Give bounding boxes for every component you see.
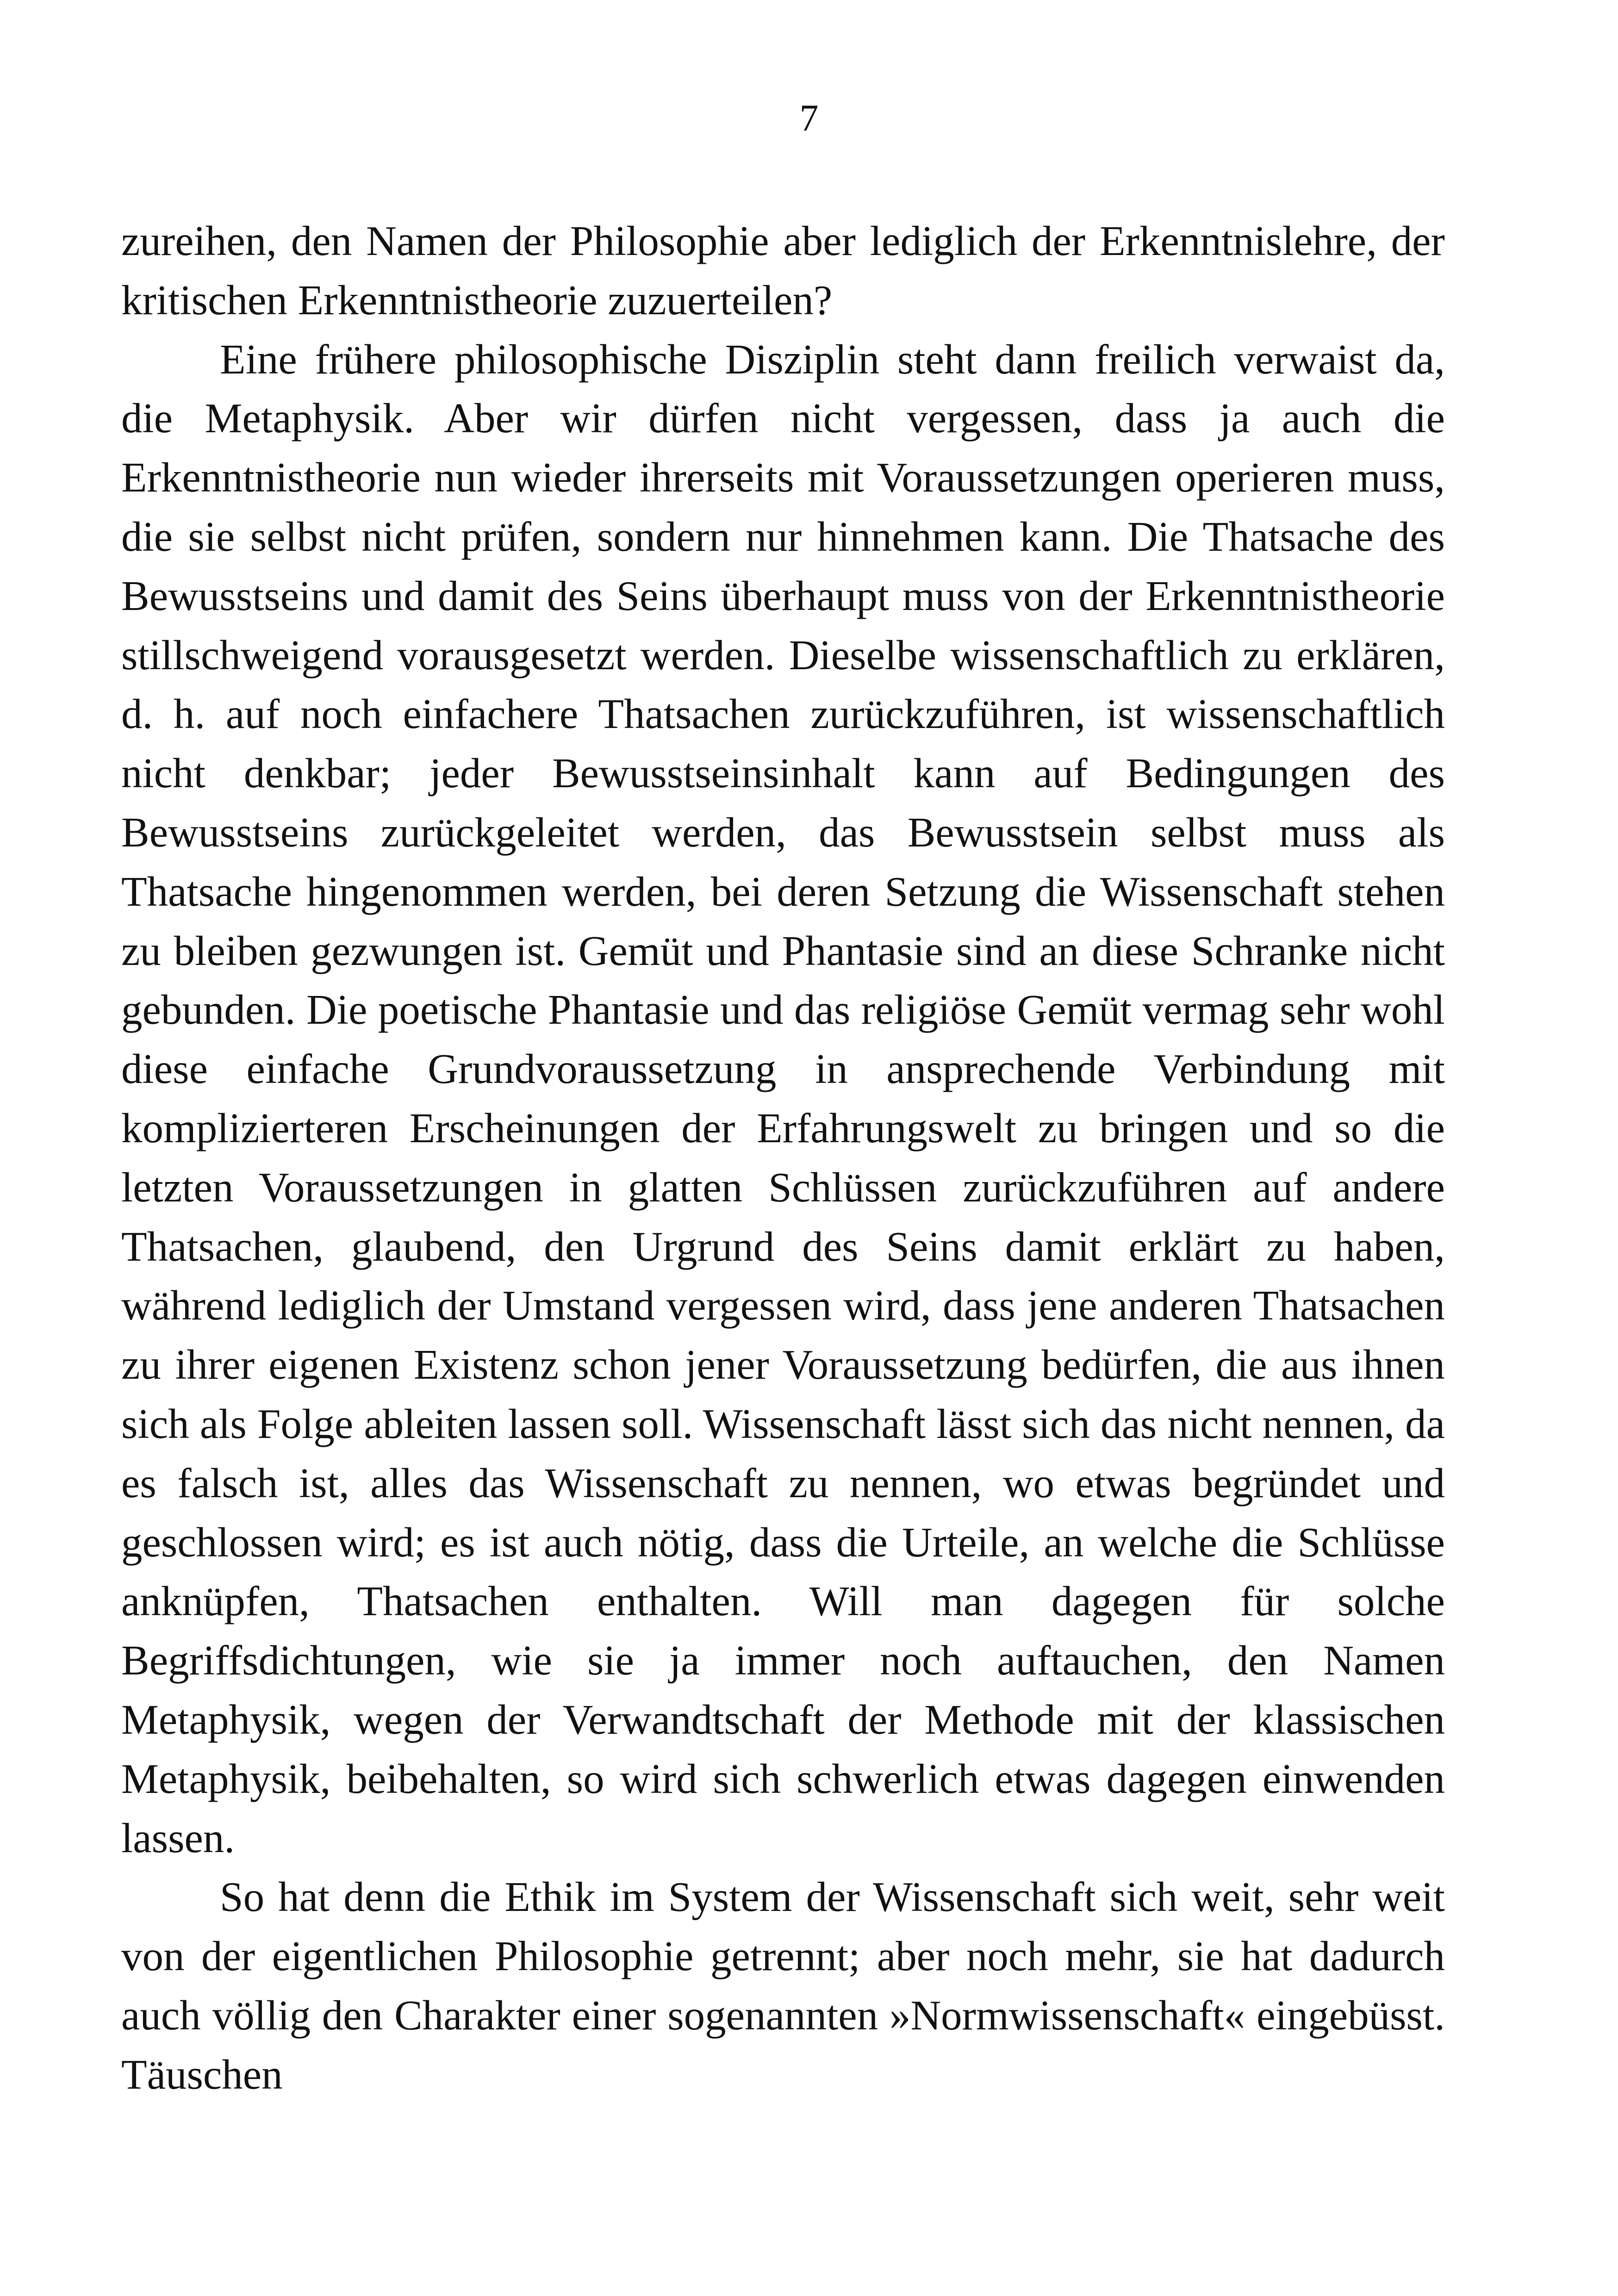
paragraph-continuation: zureihen, den Namen der Philosophie aber lediglich der Erkenntnislehre, der kritischen Erkenntnistheorie zuzuerteilen? bbox=[121, 218, 1445, 324]
paragraph-ethik: So hat denn die Ethik im System der Wissenschaft sich weit, sehr weit von der eigentlichen Philosophie getrennt; aber noch mehr, sie hat dadurch auch völlig den Charakter einer sogenannten »Normwissenschaft« eingebüsst. Täuschen bbox=[121, 1873, 1445, 2098]
paragraph-metaphysik: Eine frühere philosophische Disziplin steht dann freilich verwaist da, die Metaphysik. Aber wir dürfen nicht vergessen, dass ja auch die Erkenntnistheorie nun wieder ihrerseits mit Voraussetzungen operieren muss, die sie selbst nicht prüfen, sondern nur hinnehmen kann. Die Thatsache des Bewusstseins und damit des Seins überhaupt muss von der Erkenntnistheorie stillschweigend vorausgesetzt werden. Dieselbe wissenschaftlich zu erklären, d. h. auf noch einfachere Thatsachen zurückzuführen, ist wissenschaftlich nicht denkbar; jeder Bewusstseinsinhalt kann auf Bedingungen des Bewusstseins zurückgeleitet werden, das Bewusstsein selbst muss als Thatsache hingenommen werden, bei deren Setzung die Wissenschaft stehen zu bleiben gezwungen ist. Gemüt und Phantasie sind an diese Schranke nicht gebunden. Die poetische Phantasie und das religiöse Gemüt vermag sehr wohl diese einfache Grundvoraussetzung in ansprechende Verbindung mit komplizierteren Erscheinungen der Erfahrungswelt zu bringen und so die letzten Voraussetzungen in glatten Schlüssen zurückzuführen auf andere Thatsachen, glaubend, den Urgrund des Seins damit erklärt zu haben, während lediglich der Umstand vergessen wird, dass jene anderen Thatsachen zu ihrer eigenen Existenz schon jener Voraussetzung bedürfen, die aus ihnen sich als Folge ableiten lassen soll. Wissenschaft lässt sich das nicht nennen, da es falsch ist, alles das Wissenschaft zu nennen, wo etwas begründet und geschlossen wird; es ist auch nötig, dass die Urteile, an welche die Schlüsse anknüpfen, Thatsachen enthalten. Will man dagegen für solche Begriffsdichtungen, wie sie ja immer noch auftauchen, den Namen Metaphysik, wegen der Verwandtschaft der Methode mit der klassischen Metaphysik, beibehalten, so wird sich schwerlich etwas dagegen einwenden lassen. bbox=[121, 336, 1445, 1861]
body-text bbox=[121, 212, 1445, 2104]
page-number: 7 bbox=[799, 97, 819, 139]
